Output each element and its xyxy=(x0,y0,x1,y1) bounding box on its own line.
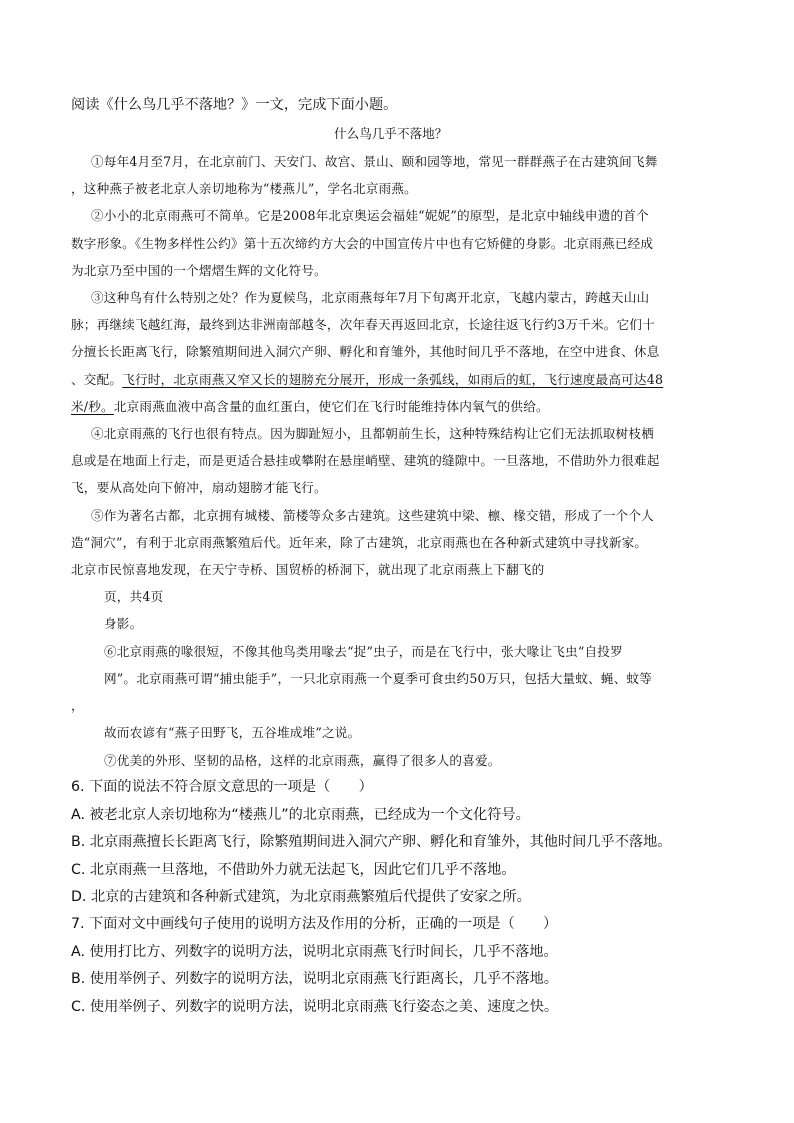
essay-paragraph-5-line-2: 造“洞穴”，有利于北京雨燕繁殖后代。近年来，除了古建筑，北京雨燕也在各种新式建筑中寻找新家。 xyxy=(71,535,648,550)
question-7-stem: 7. 下面对文中画线句子使用的说明方法及作用的分析，正确的一项是（ ） xyxy=(71,916,558,932)
question-6-option-a: A. 被老北京人亲切地称为“楼燕儿”的北京雨燕，已经成为一个文化符号。 xyxy=(71,807,530,823)
essay-text: 、交配。 xyxy=(71,372,123,387)
essay-paragraph-1-line-1: ①每年4月至7月，在北京前门、天安门、故宫、景山、颐和园等地，常见一群群燕子在古建筑间飞舞 xyxy=(91,154,658,169)
essay-paragraph-2-line-2: 数字形象。《生物多样性公约》第十五次缔约方大会的中国宣传片中也有它矫健的身影。北京雨燕已经成 xyxy=(71,236,654,251)
essay-paragraph-1-line-2: ，这种燕子被老北京人亲切地称为“楼燕儿”，学名北京雨燕。 xyxy=(71,181,417,196)
question-7-option-a: A. 使用打比方、列数字的说明方法，说明北京雨燕飞行时间长，几乎不落地。 xyxy=(71,944,558,960)
essay-paragraph-6-line-1: ⑥北京雨燕的喙很短，不像其他鸟类用喙去“捉”虫子，而是在飞行中，张大喙让飞虫“自投罗 xyxy=(104,644,623,659)
essay-paragraph-6-line-3: ， xyxy=(71,698,84,713)
essay-paragraph-3-line-3: 分擅长长距离飞行，除繁殖期间进入洞穴产卵、孵化和育雏外，其他时间几乎不落地，在空中进食、休息 xyxy=(71,344,660,359)
essay-paragraph-3-line-2: 脉；再继续飞越红海，最终到达非洲南部越冬，次年春天再返回北京，长途往返飞行约3万千米。它们十 xyxy=(71,317,655,332)
essay-paragraph-4-line-3: 飞，要从高处向下俯冲，扇动翅膀才能飞行。 xyxy=(71,480,327,495)
essay-paragraph-5-line-1: ⑤作为著名古都，北京拥有城楼、箭楼等众多古建筑。这些建筑中梁、檩、椽交错，形成了一个个人 xyxy=(91,508,654,523)
question-7-option-b: B. 使用举例子、列数字的说明方法，说明北京雨燕飞行距离长，几乎不落地。 xyxy=(71,971,558,987)
essay-text: 北京雨燕血液中高含量的血红蛋白，使它们在飞行时能维持体内氧气的供给。 xyxy=(113,399,549,414)
essay-paragraph-4-line-1: ④北京雨燕的飞行也很有特点。因为脚趾短小，且都朝前生长，这种特殊结构让它们无法抓取树枝栖 xyxy=(91,426,654,441)
essay-paragraph-3-line-4 xyxy=(71,369,663,388)
essay-paragraph-6-line-4: 故而农谚有“燕子田野飞，五谷堆成堆”之说。 xyxy=(104,725,361,740)
underlined-sentence: 飞行时，北京雨燕又窄又长的翅膀充分展开，形成一条弧线，如雨后的虹，飞行速度最高可达48 xyxy=(122,372,664,387)
essay-paragraph-5-continuation: 身影。 xyxy=(104,616,143,631)
essay-paragraph-3-line-5 xyxy=(71,396,549,415)
question-6-option-c: C. 北京雨燕一旦落地，不借助外力就无法起飞，因此它们几乎不落地。 xyxy=(71,862,516,878)
reading-instruction: 阅读《什么鸟几乎不落地？》一文，完成下面小题。 xyxy=(71,97,398,113)
essay-paragraph-3-line-1: ③这种鸟有什么特别之处？作为夏候鸟，北京雨燕每年7月下旬离开北京，飞越内蒙古，跨越天山山 xyxy=(91,290,650,305)
essay-paragraph-2-line-1: ②小小的北京雨燕可不简单。它是2008年北京奥运会福娃“妮妮”的原型，是北京中轴线申遗的首个 xyxy=(91,208,649,223)
question-6-option-b: B. 北京雨燕擅长长距离飞行，除繁殖期间进入洞穴产卵、孵化和育雏外，其他时间几乎不落地。 xyxy=(71,834,672,850)
underlined-sentence: 米/秒。 xyxy=(71,399,114,414)
question-7-option-c: C. 使用举例子、列数字的说明方法，说明北京雨燕飞行姿态之美、速度之快。 xyxy=(71,999,559,1015)
essay-title: 什么鸟几乎不落地？ xyxy=(334,126,448,141)
question-6-stem: 6. 下面的说法不符合原文意思的一项是（ ） xyxy=(71,779,373,795)
essay-paragraph-5-line-3: 北京市民惊喜地发现，在天宁寺桥、国贸桥的桥洞下，就出现了北京雨燕上下翻飞的 xyxy=(71,562,545,577)
essay-paragraph-6-line-2: 网”。北京雨燕可谓“捕虫能手”，一只北京雨燕一个夏季可食虫约50万只，包括大量蚊、蝇、蚊等 xyxy=(104,671,653,686)
essay-paragraph-2-line-3: 为北京乃至中国的一个熠熠生辉的文化符号。 xyxy=(71,263,327,278)
essay-paragraph-7: ⑦优美的外形、坚韧的品格，这样的北京雨燕，赢得了很多人的喜爱。 xyxy=(104,753,501,768)
essay-paragraph-4-line-2: 息或是在地面上行走，而是更适合悬挂或攀附在悬崖峭壁、建筑的缝隙中。一旦落地，不借助外力很难起 xyxy=(71,453,660,468)
page-footer: 页，共4页 xyxy=(104,589,164,604)
question-6-option-d: D. 北京的古建筑和各种新式建筑，为北京雨燕繁殖后代提供了安家之所。 xyxy=(71,889,531,905)
